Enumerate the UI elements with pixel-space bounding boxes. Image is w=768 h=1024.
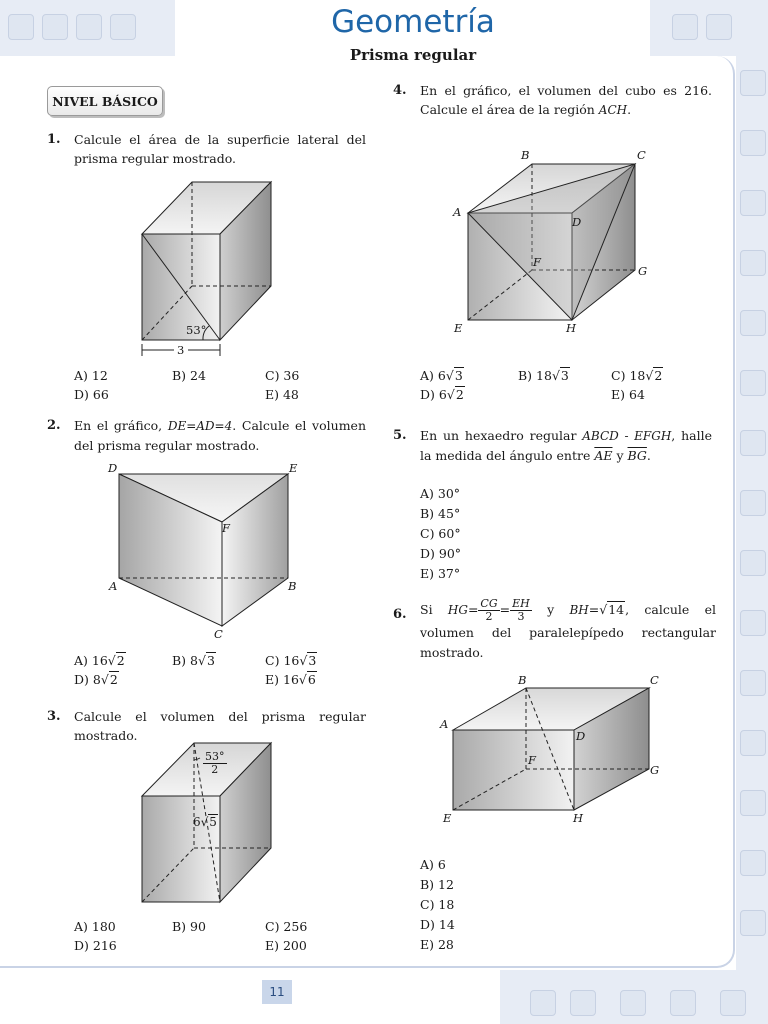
topic-title: Prisma regular (349, 46, 477, 64)
edge-label-3: 3 (177, 343, 185, 357)
landmark-icon (740, 70, 766, 96)
q3-diagonal-label: 6√5 (193, 815, 217, 829)
q3-option-c: C) 256 (265, 919, 308, 934)
question-1-figure (130, 176, 290, 360)
question-4-figure (448, 146, 658, 338)
q4-option-a: A) 6√3 (420, 368, 463, 383)
q4-option-b: B) 18√3 (518, 368, 569, 383)
q3-option-b: B) 90 (172, 919, 206, 934)
vertex-H: H (566, 321, 577, 335)
vertex-F: F (222, 521, 230, 535)
vertex-C: C (650, 673, 659, 687)
landmark-icon (740, 430, 766, 456)
landmark-icon (530, 990, 556, 1016)
landmark-icon (740, 610, 766, 636)
q2-option-e: E) 16√6 (265, 672, 316, 687)
q6-option-b: B) 12 (420, 877, 454, 892)
question-5-number: 5. (393, 428, 407, 443)
vertex-E: E (443, 811, 452, 825)
landmark-icon (740, 790, 766, 816)
landmark-icon (720, 990, 746, 1016)
q4-option-d: D) 6√2 (420, 387, 464, 402)
landmark-icon (740, 190, 766, 216)
vertex-D: D (576, 729, 586, 743)
question-6-figure (432, 670, 672, 834)
q1-option-c: C) 36 (265, 368, 300, 383)
landmark-icon (740, 850, 766, 876)
landmark-icon (740, 550, 766, 576)
landmark-icon (620, 990, 646, 1016)
q2-option-b: B) 8√3 (172, 653, 215, 668)
landmark-icon (570, 990, 596, 1016)
question-3-number: 3. (47, 709, 61, 724)
vertex-B: B (521, 148, 530, 162)
q5-option-e: E) 37° (420, 566, 461, 581)
landmark-icon (740, 130, 766, 156)
landmark-icon (740, 310, 766, 336)
question-3-text: Calcule el volumen del prisma regular mostrado. (74, 709, 366, 743)
question-4-text: En el gráfico, el volumen del cubo es 216. Calcule el área de la región ACH. (420, 83, 712, 117)
vertex-B: B (288, 579, 297, 593)
q1-option-a: A) 12 (74, 368, 108, 383)
landmark-icon (740, 250, 766, 276)
q5-option-c: C) 60° (420, 526, 461, 541)
landmark-icon (740, 670, 766, 696)
vertex-E: E (289, 461, 298, 475)
vertex-B: B (518, 673, 527, 687)
q4-option-c: C) 18√2 (611, 368, 663, 383)
question-1-text: Calcule el área de la superficie lateral del prisma regular mostrado. (74, 132, 366, 166)
subject-title: Geometría (331, 4, 495, 40)
angle-label-53: 53° (186, 323, 207, 337)
vertex-A: A (440, 717, 449, 731)
vertex-F: F (528, 753, 536, 767)
q5-option-b: B) 45° (420, 506, 461, 521)
question-6-number: 6. (393, 607, 407, 622)
q4-option-e: E) 64 (611, 387, 645, 402)
question-4-number: 4. (393, 83, 407, 98)
question-6-text: Si HG= $\frac{CG}{2}$ = $\frac{EH}{3}$ y BH=√14, calcule el volumen del paralelepípedo rectangular mostrado. (420, 597, 716, 660)
vertex-A: A (109, 579, 118, 593)
q3-option-a: A) 180 (74, 919, 116, 934)
q5-option-a: A) 30° (420, 486, 461, 501)
q6-option-e: E) 28 (420, 937, 454, 952)
vertex-A: A (453, 205, 462, 219)
vertex-D: D (572, 215, 582, 229)
level-badge: NIVEL BÁSICO (47, 86, 163, 116)
q6-option-d: D) 14 (420, 917, 455, 932)
q5-option-d: D) 90° (420, 546, 462, 561)
q1-option-d: D) 66 (74, 387, 109, 402)
page-number: 11 (262, 980, 292, 1004)
q2-option-d: D) 8√2 (74, 672, 118, 687)
q1-option-b: B) 24 (172, 368, 206, 383)
question-1-number: 1. (47, 132, 61, 147)
landmark-icon (740, 910, 766, 936)
question-2-number: 2. (47, 418, 61, 433)
question-5-text: En un hexaedro regular ABCD - EFGH, halle la medida del ángulo entre $\overline{AE}$ y $\overline{BG}$. (420, 428, 712, 463)
vertex-F: F (533, 255, 541, 269)
q6-option-c: C) 18 (420, 897, 455, 912)
landmark-icon (670, 990, 696, 1016)
q6-option-a: A) 6 (420, 857, 446, 872)
q2-option-c: C) 16√3 (265, 653, 317, 668)
q3-angle-fraction: $\frac{53^\circ}{2}$ (205, 750, 225, 776)
vertex-H: H (573, 811, 584, 825)
landmark-icon (740, 490, 766, 516)
vertex-E: E (454, 321, 463, 335)
question-2-figure (105, 458, 305, 644)
q1-option-e: E) 48 (265, 387, 299, 402)
landmark-icon (740, 730, 766, 756)
q3-option-d: D) 216 (74, 938, 117, 953)
vertex-C: C (214, 627, 223, 641)
q2-option-a: A) 16√2 (74, 653, 125, 668)
vertex-D: D (108, 461, 118, 475)
landmark-icon (740, 370, 766, 396)
q3-option-e: E) 200 (265, 938, 307, 953)
vertex-G: G (638, 264, 648, 278)
question-2-text: En el gráfico, DE=AD=4. Calcule el volumen del prisma regular mostrado. (74, 418, 366, 453)
vertex-C: C (637, 148, 646, 162)
vertex-G: G (650, 763, 660, 777)
